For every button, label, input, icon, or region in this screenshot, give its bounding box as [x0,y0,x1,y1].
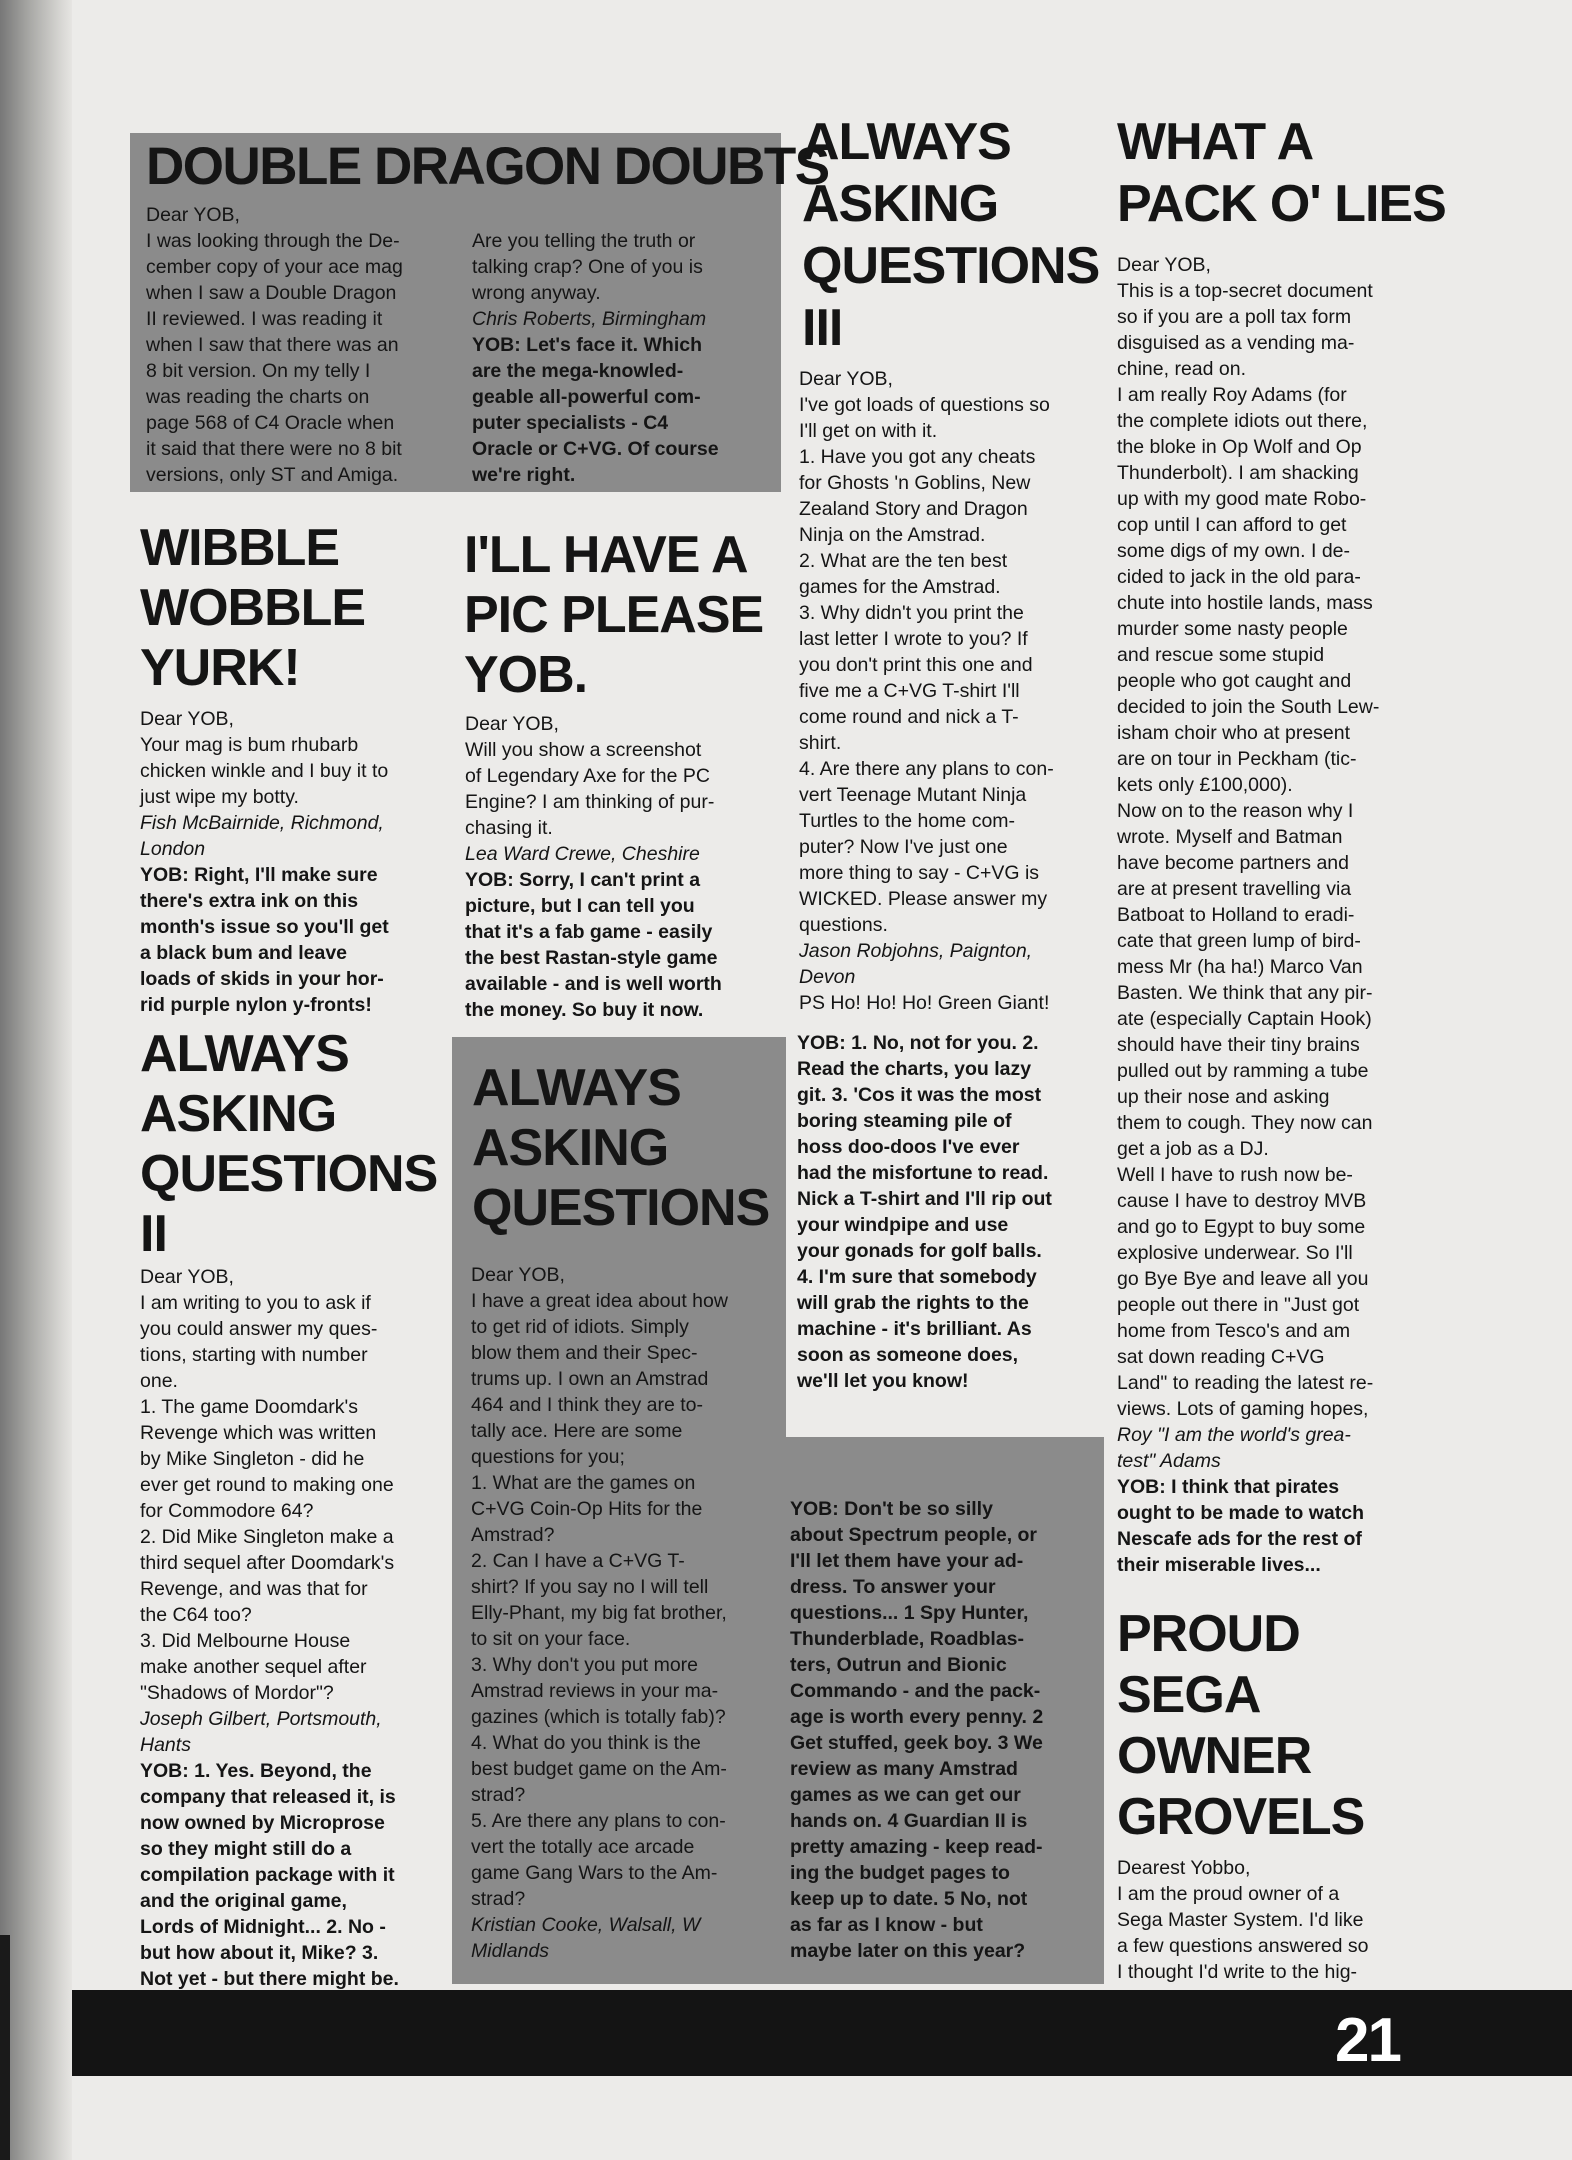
article-sega [1117,1604,1364,1848]
headline-double-dragon: DOUBLE DRAGON DOUBTS [146,137,829,196]
aaq2-letter: Dear YOB, I am writing to you to ask if you could answer my ques- tions, starting with number one. 1. The game Doomdark's Revenge which was written by Mike Singleton - did he ever get round to making one for Commodore 64? 2. Did Mike Singleton make a third sequel after Doomdark's Revenge, and was that for the C64 too? 3. Did Melbourne House make another sequel after "Shadows of Mordor"? Joseph Gilbert, Portsmouth, Hants YOB: 1. Yes. Beyond, the company that released it, is now owned by Microprose so they might still do a compilation package with it and the original game, Lords of Midnight... 2. No - but how about it, Mike? 3. Not yet - but there might be. [140,1266,399,1990]
wibble-letter: Dear YOB, Your mag is bum rhubarb chicken winkle and I buy it to just wipe my botty. Fish McBairnide, Richmond, London YOB: Right, I'll make sure there's extra ink on this month's issue so you'll get a black bum and leave loads of skids in your hor- rid purple nylon y-fronts! [140,708,389,1016]
article-pic-please [464,525,763,705]
pic-please-letter: Dear YOB, Will you show a screenshot of Legendary Axe for the PC Engine? I am thinking of pur- chasing it. Lea Ward Crewe, Cheshire YOB: Sorry, I can't print a picture, but I can tell you that it's a fab game - easily the best Rastan-style game available - and is well worth the money. So buy it now. [465,713,722,1021]
headline-wibble: WIBBLE WOBBLE YURK! [140,519,366,697]
headline-aaq2: ALWAYS ASKING QUESTIONS II [140,1025,438,1263]
double-dragon-letter: Dear YOB, I was looking through the De- cember copy of your ace mag when I saw a Double Dragon II reviewed. I was reading it when I saw that there was an 8 bit version. On my telly I was reading the charts on page 568 of C4 Oracle when it said that there were no 8 bit versions, only ST and Amiga. [146,204,403,486]
article-wibble [140,518,365,698]
article-pack-lies [1117,111,1446,235]
article-aaq3 [802,111,1099,359]
signature: Chris Roberts, Birmingham [472,308,707,330]
article-aaq1 [472,1058,769,1238]
headline-pic-please: I'LL HAVE A PIC PLEASE YOB. [464,526,764,704]
double-dragon-letter-cont: Are you telling the truth or talking crap? One of you is wrong anyway. Chris Roberts, Birmingham YOB: Let's face it. Which are the mega-knowled- geable all-powerful com- puter specialists - C4 Oracle or C+VG. Of course we're right. [472,230,719,486]
aaq3-letter: Dear YOB, I've got loads of questions so I'll get on with it. 1. Have you got any cheats for Ghosts 'n Goblins, New Zealand Story and Dragon Ninja on the Amstrad. 2. What are the ten best games for the Amstrad. 3. Why didn't you print the last letter I wrote to you? If you don't print this one and five me a C+VG T-shirt I'll come round and nick a T- shirt. 4. Are there any plans to con- vert Teenage Mutant Ninja Turtles to the home com- puter? Now I've just one more thing to say - C+VG is WICKED. Please answer my questions. Jason Robjohns, Paignton, Devon PS Ho! Ho! Ho! Green Giant! [799,368,1054,1014]
aaq1-reply: YOB: Don't be so silly about Spectrum people, or I'll let them have your ad- dress. To answer your questions... 1 Spy Hunter, Thunderblade, Roadblas- ters, Outrun and Bionic Commando - and the pack- age is worth every penny. 2 Get stuffed, geek boy. 3 We review as many Amstrad games as we can get our hands on. 4 Guardian II is pretty amazing - keep read- ing the budget pages to keep up to date. 5 No, not as far as I know - but maybe later on this year? [790,1498,1044,1962]
headline-aaq1: ALWAYS ASKING QUESTIONS [472,1059,770,1237]
article-double-dragon [146,137,829,196]
aaq1-letter: Dear YOB, I have a great idea about how to get rid of idiots. Simply blow them and their Spec- trums up. I own an Amstrad 464 and I think they are to- tally ace. Here are some questions for you; 1. What are the games on C+VG Coin-Op Hits for the Amstrad? 2. Can I have a C+VG T- shirt? If you say no I will tell Elly-Phant, my big fat brother, to sit on your face. 3. Why don't you put more Amstrad reviews in your ma- gazines (which is totally fab)? 4. What do you think is the best budget game on the Am- strad? 5. Are there any plans to con- vert the totally ace arcade game Gang Wars to the Am- strad? Kristian Cooke, Walsall, W Midlands [471,1264,728,1962]
headline-aaq3: ALWAYS ASKING QUESTIONS III [802,113,1100,357]
aaq3-reply: YOB: 1. No, not for you. 2. Read the charts, you lazy git. 3. 'Cos it was the most boring steaming pile of hoss doo-doos I've ever had the misfortune to read. Nick a T-shirt and I'll rip out your windpipe and use your gonads for golf balls. 4. I'm sure that somebody will grab the rights to the machine - it's brilliant. As soon as someone does, we'll let you know! [797,1032,1052,1392]
page-number: 21 [1335,2006,1400,2075]
page-spine-shadow [0,0,72,2160]
sega-letter: Dearest Yobbo, I am the proud owner of a Sega Master System. I'd like a few questions answered so I thought I'd write to the hig- [1117,1857,1369,1983]
article-aaq2 [140,1024,437,1264]
headline-pack-lies: WHAT A PACK O' LIES [1117,113,1446,233]
pack-lies-letter: Dear YOB, This is a top-secret document so if you are a poll tax form disguised as a vending ma- chine, read on. I am really Roy Adams (for the complete idiots out there, the bloke in Op Wolf and Op Thunderbolt). I am shacking up with my good mate Robo- cop until I can afford to get some digs of my own. I de- cided to jack in the old para- chute into hostile lands, mass murder some nasty people and rescue some stupid people who got caught and decided to join the South Lew- isham choir who at present are on tour in Peckham (tic- kets only £100,000). Now on to the reason why I wrote. Myself and Batman have become partners and are at present travelling via Batboat to Holland to eradi- cate that green lump of bird- mess Mr (ha ha!) Marco Van Basten. We think that any pir- ate (especially Captain Hook) should have their tiny brains pulled out by ramming a tube up their nose and asking them to cough. They now can get a job as a DJ. Well I have to rush now be- cause I have to destroy MVB and go to Egypt to buy some explosive underwear. So I'll go Bye Bye and leave all you people out there in "Just got home from Tesco's and am sat down reading C+VG Land" to reading the latest re- views. Lots of gaming hopes, Roy "I am the world's grea- test" Adams YOB: I think that pirates ought to be made to watch Nescafe ads for the rest of their miserable lives... [1117,254,1380,1576]
spine-edge [0,1935,10,2160]
headline-sega: PROUD SEGA OWNER GROVELS [1117,1605,1365,1846]
